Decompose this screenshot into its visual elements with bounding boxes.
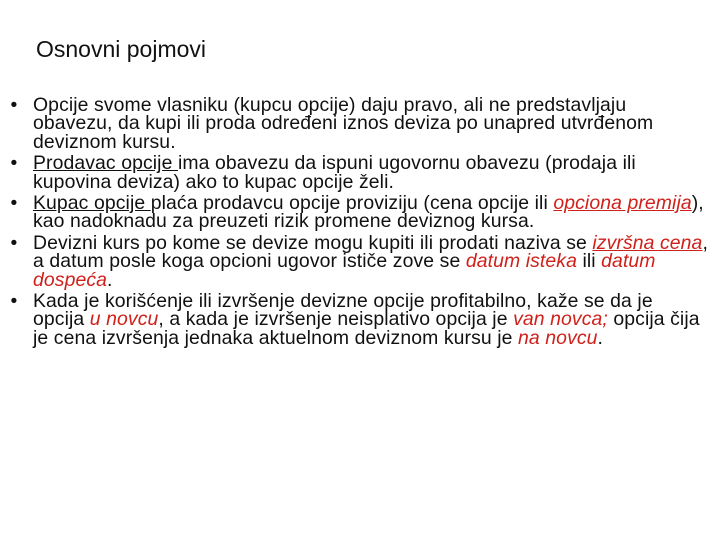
- bullet-text: Opcije svome vlasniku (kupcu opcije) daju pravo, ali ne predstavljaju obavezu, da kupi ili proda određeni iznos deviza po unapred utvrđenom deviznom kursu.: [33, 94, 654, 153]
- bullet-icon: •: [10, 290, 18, 313]
- bullet-item-options-definition: [8, 96, 708, 151]
- bullet-text: plaća prodavcu opcije proviziju (cena opcije ili: [150, 192, 554, 215]
- bullet-text: .: [597, 326, 604, 349]
- bullet-text: Kada je korišćenje ili izvršenje devizne opcije profitabilno, kaže se da je opcija: [33, 290, 653, 331]
- bullet-text: Devizni kurs po kome se devize mogu kupiti ili prodati naziva se: [33, 231, 593, 254]
- term-expiry-date: datum isteka: [465, 250, 577, 273]
- term-strike-price: izvršna cena: [592, 231, 703, 254]
- bullet-icon: •: [10, 231, 18, 254]
- bullet-icon: •: [10, 94, 18, 116]
- term-seller: Prodavac opcije: [33, 152, 178, 175]
- bullet-text: opcija čija je cena izvršenja jednaka aktuelnom deviznom kursu je: [33, 308, 700, 349]
- bullet-text: ima obavezu da ispuni ugovornu obavezu (prodaja ili kupovina deviza) ako to kupac opcije želi.: [33, 152, 636, 193]
- term-at-the-money: na novcu: [518, 326, 598, 349]
- bullet-text: , a datum posle koga opcioni ugovor ističe zove se: [33, 231, 708, 273]
- slide-title: Osnovni pojmovi: [36, 36, 207, 62]
- term-buyer: Kupac opcije: [33, 192, 151, 215]
- bullet-text: .: [107, 268, 113, 291]
- term-maturity-date: datum dospeća: [33, 250, 656, 291]
- bullet-icon: •: [10, 192, 18, 215]
- bullet-text: , a kada je izvršenje neisplativo opcija je: [158, 308, 514, 331]
- term-in-the-money: u novcu: [89, 308, 159, 331]
- bullet-item-buyer: [8, 194, 708, 231]
- bullet-item-seller: [8, 154, 708, 191]
- bullet-text: ili: [576, 250, 602, 273]
- term-out-of-the-money: van novca;: [513, 308, 608, 331]
- bullet-text: ), kao nadoknadu za preuzeti rizik promene deviznog kursa.: [33, 192, 704, 233]
- bullet-item-moneyness: [8, 292, 708, 347]
- bullet-icon: •: [10, 152, 18, 175]
- term-option-premium: opciona premija: [553, 192, 692, 215]
- bullet-item-strike-price: [8, 231, 708, 291]
- bullet-list: [8, 96, 708, 350]
